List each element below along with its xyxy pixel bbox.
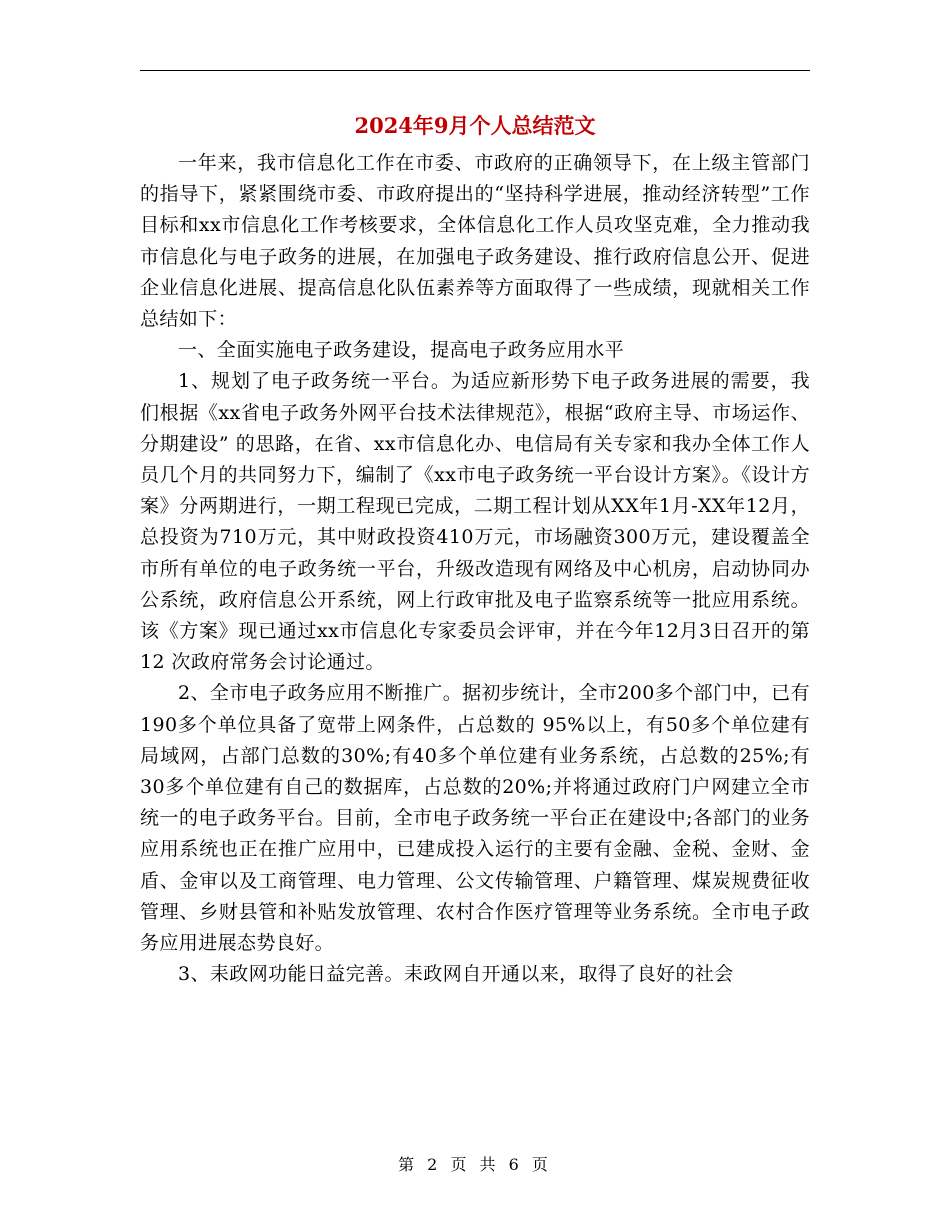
paragraph-intro: 一年来，我市信息化工作在市委、市政府的正确领导下，在上级主管部门的指导下，紧紧围绕市委、市政府提出的“坚持科学进展，推动经济转型”工作目标和xx市信息化工作考核要求，全体信息化工作人员攻坚克难，全力推动我市信息化与电子政务的进展，在加强电子政务建设、推行政府信息公开、促进企业信息化进展、提高信息化队伍素养等方面取得了一些成绩，现就相关工作总结如下： xyxy=(140,152,810,331)
paragraph-item-2: 2、全市电子政务应用不断推广。据初步统计，全市200多个部门中，已有190多个单位具备了宽带上网条件，占总数的 95%以上，有50多个单位建有局域网，占部门总数的30%;有40多个单位建有业务系统，占总数的25%;有30多个单位建有自己的数据库，占总数的20%;并将通过政府门户网建立全市统一的电子政务平台。目前，全市电子政务统一平台正在建设中;各部门的业务应用系统也正在推广应用中，已建成投入运行的主要有金融、金税、金财、金盾、金审以及工商管理、电力管理、公文传输管理、户籍管理、煤炭规费征收管理、乡财县管和补贴发放管理、农村合作医疗管理等业务系统。全市电子政务应用进展态势良好。 xyxy=(140,682,810,955)
paragraph-item-3: 3、耒政网功能日益完善。耒政网自开通以来，取得了良好的社会 xyxy=(178,963,734,986)
document-title: 2024年9月个人总结范文 xyxy=(354,113,596,138)
section-heading: 一、全面实施电子政务建设，提高电子政务应用水平 xyxy=(178,339,625,362)
page-footer: 第 2 页 共 6 页 xyxy=(398,1155,552,1174)
header-rule xyxy=(140,70,810,71)
paragraph-item-1: 1、规划了电子政务统一平台。为适应新形势下电子政务进展的需要，我们根据《xx省电子政务外网平台技术法律规范》，根据“政府主导、市场运作、分期建设” 的思路，在省、xx市信息化办、电信局有关专家和我办全体工作人员几个月的共同努力下，编制了《xx市电子政务统一平台设计方案》。《设计方案》分两期进行，一期工程现已完成，二期工程计划从XX年1月-XX年12月，总投资为710万元，其中财政投资410万元，市场融资300万元，建设覆盖全市所有单位的电子政务统一平台，升级改造现有网络及中心机房，启动协同办公系统，政府信息公开系统，网上行政审批及电子监察系统等一批应用系统。该《方案》现已通过xx市信息化专家委员会评审，并在今年12月3日召开的第12 次政府常务会讨论通过。 xyxy=(140,370,810,674)
document-body xyxy=(140,148,810,990)
